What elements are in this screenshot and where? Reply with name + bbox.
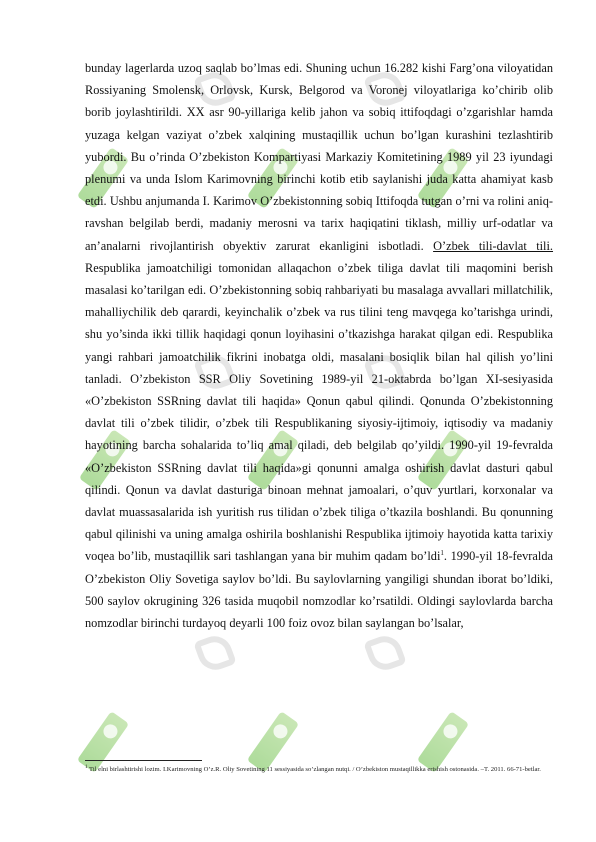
footnote-reference[interactable]: 1: [440, 549, 444, 558]
paragraph-text-end: . 1990-yil 18-fevralda O’zbekiston Oliy Sovetiga saylov bo’ldi. Bu saylovlarning yangiligi shundan iborat bo’ldiki, 500 saylov okrugining 326 tasida muqobil nomzodlar ko’rsatildi. Oldingi saylovlarda barcha nomzodlar birinchi turdayoq deyarli 100 foiz ovoz bilan saylangan bo’lsalar,: [85, 549, 553, 631]
watermark-mark: [363, 631, 407, 675]
footnote-marker: 1: [85, 764, 88, 770]
paragraph-text-middle: Respublika jamoatchiligi tomonidan allaqachon o’zbek tiliga davlat tili maqomini berish masalasi ko’tarilgan edi. O’zbekistonning sobiq rahbariyati bu masalaga avvallari millatchilik, mahalliychilik deb qarardi, keyinchalik o’zbek va rus tilini teng mavqega ko’tarishga urindi, shu yo’sinda ikki tillik haqidagi qonun loyihasini o’tkazishga harakat qilgan edi. Respublika yangi rahbari jamoatchilik fikrini inobatga oldi, masalani bosiqlik bilan hal qilish yo’lini tanladi. O’zbekiston SSR Oliy Sovetining 1989-yil 21-oktabrda bo’lgan XI-sesiyasida «O’zbekiston SSRning davlat tili haqida» Qonun qabul qilindi. Qonunda O’zbekistonning davlat tili o’zbek tilidir, o’zbek tili Respublikaning siyosiy-ijtimoiy, iqtisodiy va madaniy hayotining barcha sohalarida to’liq amal qiladi, deb belgilab qo’yildi. 1990-yil 19-fevralda «O’zbekiston SSRning davlat tili haqida»gi qonunni amalga oshirish davlat dasturi qabul qilindi. Qonun va davlat dasturiga binoan mehnat jamoalari, o’quv yurtlari, korxonalar va davlat muassasalarida ish yuritish rus tilidan o’zbek tiliga o’tkazila boshlandi. Bu qonunning qabul qilinishi va uning amalga oshirila boshlanishi Respublika ijtimoiy hayotida katta tarixiy voqea bo’lib, mustaqillik sari tashlangan yana bir muhim qadam bo’ldi: [85, 260, 553, 564]
watermark-mark: [193, 631, 237, 675]
paragraph-text-start: bunday lagerlarda uzoq saqlab bo’lmas edi. Shuning uchun 16.282 kishi Farg’ona viloyatidan Rossiyaning Smolensk, Orlovsk, Kursk, Belgorod va Voronej viloyatlariga ko’chirib olib borib joylashtirildi. XX asr 90-yillariga kelib jahon va sobiq ittifoqdagi o’zgarishlar hamda yuzaga kelgan vaziyat o’zbek xalqining mustaqillik uchun bo’lgan kurashini tezlashtirib yubordi. Bu o’rinda O’zbekiston Kompartiyasi Markaziy Komitetining 1989 yil 23 iyundagi plenumi va unda Islom Karimovning birinchi kotib etib saylanishi juda katta ahamiyat kasb etdi. Ushbu anjumanda I. Karimov O’zbekistonning sobiq Ittifoqda tutgan o’rni va rolini aniq-ravshan belgilab berdi, madaniy merosni va tarix haqiqatini tiklash, milliy urf-odatlar va an’analarni rivojlantirish obyektiv zarurat ekanligini isbotladi.: [85, 61, 553, 253]
paragraph: [85, 57, 553, 634]
underlined-heading-phrase: O’zbek tili-davlat tili.: [433, 238, 554, 253]
footnote-text: Til elni birlashtirishi lozim. I.Karimovning O’z.R. Oliy Sovetining 11 sessiyasida so’zlangan nutqi. / O’zbekiston mustaqillikka erishish ostonasida. –T. 2011. 66-71-betlar.: [87, 766, 541, 773]
footnote: [85, 764, 553, 775]
body-text: [85, 57, 553, 634]
footnote-divider: [85, 760, 202, 761]
